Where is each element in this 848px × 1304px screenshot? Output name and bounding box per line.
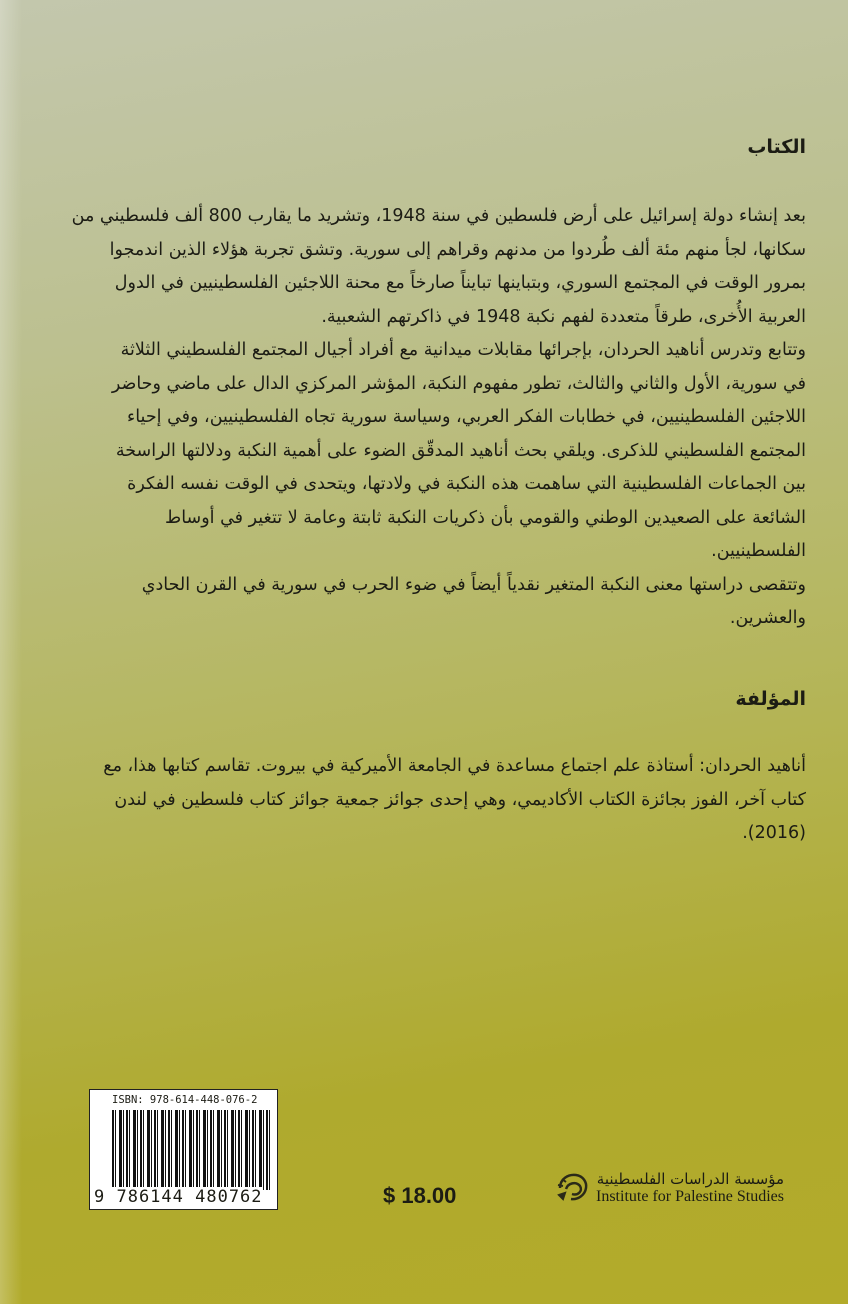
text-line: الشائعة على الصعيدين الوطني والقومي بأن ذكريات النكبة ثابتة وعامة لا تتغير في أوساط (165, 507, 806, 528)
text-line: أناهيد الحردان: أستاذة علم اجتماع مساعدة في الجامعة الأميركية في بيروت. تقاسم كتابها هذا، مع (103, 756, 806, 776)
text-line: الفلسطينيين. (711, 541, 806, 561)
book-heading: الكتاب (747, 136, 806, 158)
text-line: سكانها، لجأ منهم مئة ألف طُردوا من مدنهم وقراهم إلى سورية. وتشق تجربة هؤلاء الذين اندمجوا (109, 239, 806, 260)
author-bio (36, 750, 806, 851)
isbn-label: ISBN: 978-614-448-076-2 (112, 1094, 258, 1106)
text-line: وتتقصى دراستها معنى النكبة المتغير نقدياً أيضاً في ضوء الحرب في سورية في القرن الحادي (141, 574, 806, 595)
barcode-bars (112, 1110, 272, 1190)
text-line: بين الجماعات الفلسطينية التي ساهمت هذه النكبة في ولادتها، ويتحدى في الوقت نفسه الفكرة (127, 474, 806, 494)
text-line: والعشرين. (729, 608, 806, 628)
text-line: العربية الأُخرى، طرقاً متعددة لفهم نكبة 1948 في ذاكرتهم الشعبية. (321, 306, 806, 327)
barcode-digits: 9 786144 480762 (94, 1187, 263, 1207)
author-section (36, 688, 806, 710)
text-line: وتتابع وتدرس أناهيد الحردان، بإجرائها مقابلات ميدانية مع أفراد أجيال المجتمع الفلسطيني الثلاثة (120, 340, 806, 360)
spine-edge (0, 0, 22, 1304)
text-line: المجتمع الفلسطيني للذكرى. ويلقي بحث أناهيد المدقّق الضوء على أهمية النكبة ودلالتها الراسخة (115, 440, 806, 461)
text-line: بعد إنشاء دولة إسرائيل على أرض فلسطين في سنة 1948، وتشريد ما يقارب 800 ألف فلسطيني من (71, 206, 806, 226)
author-heading: المؤلفة (735, 688, 806, 710)
text-line: بمرور الوقت في المجتمع السوري، وبتباينها تبايناً صارخاً مع محنة اللاجئين الفلسطينيين في الدول (114, 273, 806, 293)
publisher-emblem-icon (556, 1171, 590, 1205)
text-line: (2016). (742, 823, 806, 843)
publisher-logo (556, 1170, 784, 1206)
publisher-name-arabic: مؤسسة الدراسات الفلسطينية (596, 1170, 784, 1188)
text-line: اللاجئين الفلسطينيين، في خطابات الفكر العربي، وسياسة سورية تجاه الفلسطينيين، وفي إحياء (127, 407, 806, 427)
text-line: في سورية، الأول والثاني والثالث، تطور مفهوم النكبة، المؤشر المركزي الدال على ماضي وحاضر (111, 373, 806, 394)
book-description (36, 200, 806, 636)
book-section (36, 136, 806, 158)
isbn-barcode (89, 1089, 278, 1210)
publisher-name-english: Institute for Palestine Studies (596, 1188, 784, 1205)
text-line: كتاب آخر، الفوز بجائزة الكتاب الأكاديمي، وهي إحدى جوائز جمعية جوائز كتاب فلسطين في لندن (114, 789, 806, 810)
price: $ 18.00 (383, 1183, 457, 1208)
